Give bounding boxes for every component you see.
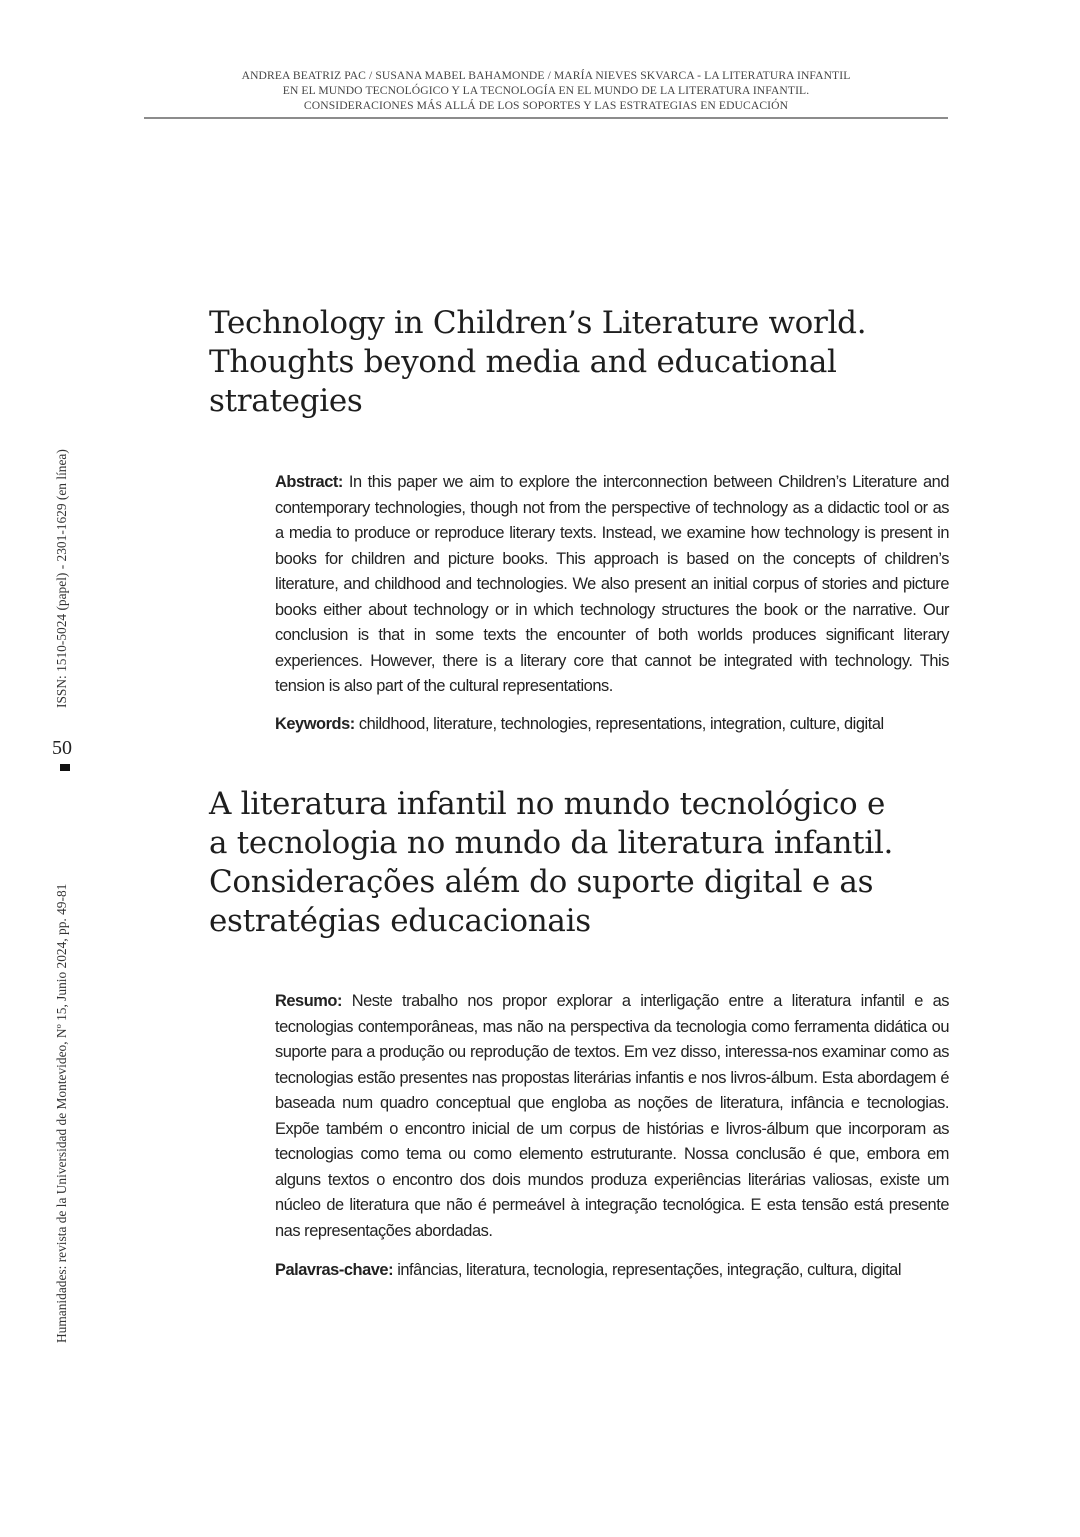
- sidebar-journal-citation: Humanidades: revista de la Universidad de Montevideo, Nº 15, Junio 2024, pp. 49-81: [54, 883, 69, 1343]
- resumo-label: Resumo:: [275, 992, 342, 1010]
- resumo-text: Neste trabalho nos propor explorar a interligação entre a literatura infantil e as tecnologias contemporâneas, mas não na perspectiva da tecnologia como ferramenta didática ou suporte para a produção ou reprodução de textos. Em vez disso, interessa-nos examinar como as tecnologias estão presentes nas propostas literárias infantis e nos livros-álbum. Esta abordagem é baseada num quadro conceptual que engloba as noções de literatura, infância e tecnologias. Expõe também o encontro inicial de um corpus de histórias e livros-álbum que incorporam as tecnologias como tema ou como elemento estruturante. Nossa conclusão é que, embora em alguns textos o encontro dos dois mundos produza experiências literárias valiosas, existe um núcleo de literatura que não é permeável à integração tecnológica. E esta tensão está presente nas representações abordadas.: [275, 992, 949, 1240]
- portuguese-title-line-1: A literatura infantil no mundo tecnológico e: [209, 786, 886, 822]
- portuguese-title-line-4: estratégias educacionais: [209, 903, 591, 939]
- portuguese-title-line-2: a tecnologia no mundo da literatura infantil.: [209, 825, 894, 861]
- page-number: 50: [52, 737, 72, 759]
- keywords-text: childhood, literature, technologies, representations, integration, culture, digital: [354, 715, 884, 733]
- palavras-chave-label: Palavras-chave:: [275, 1261, 394, 1279]
- english-keywords: [275, 712, 949, 737]
- english-abstract: [275, 470, 949, 700]
- header-rule-divider: [144, 117, 948, 119]
- page-marker-block: [60, 764, 70, 771]
- english-title: [209, 304, 866, 421]
- english-title-line-2: Thoughts beyond media and educational: [209, 344, 837, 380]
- running-head: [144, 68, 948, 113]
- running-head-line-3: CONSIDERACIONES MÁS ALLÁ DE LOS SOPORTES Y LAS ESTRATEGIAS EN EDUCACIÓN: [303, 99, 789, 112]
- portuguese-title: [209, 785, 893, 941]
- running-head-line-2: EN EL MUNDO TECNOLÓGICO Y LA TECNOLOGÍA EN EL MUNDO DE LA LITERATURA INFANTIL.: [282, 84, 810, 97]
- abstract-label: Abstract:: [275, 473, 343, 491]
- english-title-line-1: Technology in Children’s Literature world.: [209, 305, 867, 341]
- palavras-chave-text: infâncias, literatura, tecnologia, representações, integração, cultura, digital: [393, 1261, 902, 1279]
- abstract-text: In this paper we aim to explore the interconnection between Children’s Literature and contemporary technologies, though not from the perspective of technology as a didactic tool or as a media to produce or reproduce literary texts. Instead, we examine how technology is present in books for children and picture books. This approach is based on the concepts of children’s literature, and childhood and technologies. We also present an initial corpus of stories and picture books either about technology or in which technology structures the book or the narrative. Our conclusion is that in some texts the encounter of both worlds produces significant literary experiences. However, there is a literary core that cannot be integrated with technology. This tension is also part of the cultural representations.: [275, 473, 949, 695]
- english-title-line-3: strategies: [209, 383, 363, 419]
- sidebar-issn: ISSN: 1510-5024 (papel) - 2301-1629 (en línea): [54, 449, 69, 708]
- portuguese-abstract: [275, 989, 949, 1244]
- keywords-label: Keywords:: [275, 715, 355, 733]
- running-head-line-1: ANDREA BEATRIZ PAC / SUSANA MABEL BAHAMONDE / MARÍA NIEVES SKVARCA - LA LITERATURA INFANTIL: [241, 69, 851, 82]
- portuguese-title-line-3: Considerações além do suporte digital e as: [209, 864, 874, 900]
- portuguese-keywords: [275, 1258, 949, 1283]
